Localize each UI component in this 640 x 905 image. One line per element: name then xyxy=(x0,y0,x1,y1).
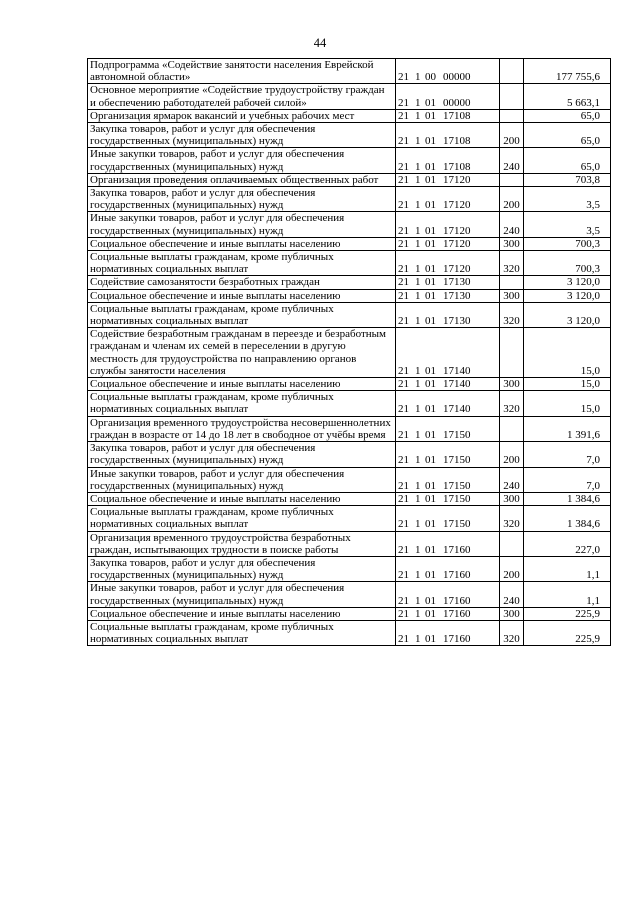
code-subprogram: 1 xyxy=(415,569,421,582)
code-subprogram: 1 xyxy=(415,543,421,556)
table-row xyxy=(88,391,611,416)
row-sum: 225,9 xyxy=(524,607,611,620)
code-direction: 17120 xyxy=(443,224,471,237)
row-name: Социальное обеспечение и иные выплаты населению xyxy=(88,378,396,391)
code-subprogram: 1 xyxy=(415,518,421,531)
row-expense-type: 240 xyxy=(500,148,524,173)
code-program: 21 xyxy=(398,364,409,377)
code-subprogram: 1 xyxy=(415,364,421,377)
row-expense-type: 200 xyxy=(500,442,524,467)
row-expense-type: 320 xyxy=(500,620,524,645)
table-row xyxy=(88,506,611,531)
row-expense-type: 240 xyxy=(500,582,524,607)
code-program: 21 xyxy=(398,71,409,84)
code-direction: 17160 xyxy=(443,633,471,646)
row-name: Закупка товаров, работ и услуг для обеспечения государственных (муниципальных) нужд xyxy=(88,187,396,212)
code-event: 01 xyxy=(425,109,436,122)
row-name: Социальное обеспечение и иные выплаты населению xyxy=(88,607,396,620)
row-sum: 65,0 xyxy=(524,148,611,173)
row-name: Подпрограмма «Содействие занятости населения Еврейской автономной области» xyxy=(88,59,396,84)
code-event: 01 xyxy=(425,364,436,377)
row-name: Организация временного трудоустройства безработных граждан, испытывающих трудности в поиске работы xyxy=(88,531,396,556)
table-row xyxy=(88,620,611,645)
code-subprogram: 1 xyxy=(415,96,421,109)
row-sum: 1 384,6 xyxy=(524,492,611,505)
row-expense-type: 300 xyxy=(500,378,524,391)
code-direction: 17108 xyxy=(443,109,471,122)
row-sum: 225,9 xyxy=(524,620,611,645)
code-event: 01 xyxy=(425,403,436,416)
code-event: 01 xyxy=(425,492,436,505)
code-program: 21 xyxy=(398,237,409,250)
code-direction: 17160 xyxy=(443,569,471,582)
row-sum: 227,0 xyxy=(524,531,611,556)
code-program: 21 xyxy=(398,173,409,186)
code-event: 01 xyxy=(425,378,436,391)
row-code xyxy=(396,276,500,289)
code-direction: 00000 xyxy=(443,96,471,109)
table-row xyxy=(88,556,611,581)
code-subprogram: 1 xyxy=(415,109,421,122)
row-name: Содействие безработным гражданам в переезде и безработным гражданам и членам их семей в переселении в другую местность для трудоустройства по направлению органов службы занятости населения xyxy=(88,328,396,378)
table-row xyxy=(88,492,611,505)
code-direction: 17150 xyxy=(443,428,471,441)
code-event: 01 xyxy=(425,224,436,237)
code-direction: 17150 xyxy=(443,518,471,531)
row-sum: 15,0 xyxy=(524,328,611,378)
row-sum: 65,0 xyxy=(524,109,611,122)
row-name: Иные закупки товаров, работ и услуг для обеспечения государственных (муниципальных) нужд xyxy=(88,467,396,492)
table-row xyxy=(88,251,611,276)
row-sum: 7,0 xyxy=(524,442,611,467)
row-name: Содействие самозанятости безработных граждан xyxy=(88,276,396,289)
code-event: 01 xyxy=(425,237,436,250)
code-event: 01 xyxy=(425,454,436,467)
code-program: 21 xyxy=(398,289,409,302)
row-name: Социальное обеспечение и иные выплаты населению xyxy=(88,492,396,505)
row-name: Организация ярмарок вакансий и учебных рабочих мест xyxy=(88,109,396,122)
code-direction: 00000 xyxy=(443,71,471,84)
row-expense-type: 300 xyxy=(500,607,524,620)
code-subprogram: 1 xyxy=(415,173,421,186)
row-name: Основное мероприятие «Содействие трудоустройству граждан и обеспечению работодателей рабочей силой» xyxy=(88,84,396,109)
row-sum: 65,0 xyxy=(524,123,611,148)
row-name: Иные закупки товаров, работ и услуг для обеспечения государственных (муниципальных) нужд xyxy=(88,148,396,173)
code-event: 01 xyxy=(425,607,436,620)
table-row xyxy=(88,237,611,250)
row-code xyxy=(396,620,500,645)
code-direction: 17160 xyxy=(443,543,471,556)
table-row xyxy=(88,187,611,212)
row-name: Социальные выплаты гражданам, кроме публичных нормативных социальных выплат xyxy=(88,302,396,327)
row-sum: 700,3 xyxy=(524,251,611,276)
code-program: 21 xyxy=(398,224,409,237)
row-expense-type: 240 xyxy=(500,467,524,492)
code-direction: 17120 xyxy=(443,237,471,250)
code-event: 01 xyxy=(425,518,436,531)
row-code xyxy=(396,251,500,276)
row-expense-type: 320 xyxy=(500,391,524,416)
code-program: 21 xyxy=(398,315,409,328)
code-subprogram: 1 xyxy=(415,454,421,467)
row-sum: 177 755,6 xyxy=(524,59,611,84)
row-code xyxy=(396,123,500,148)
row-code xyxy=(396,148,500,173)
table-row xyxy=(88,442,611,467)
code-program: 21 xyxy=(398,607,409,620)
row-code xyxy=(396,59,500,84)
code-event: 00 xyxy=(425,71,436,84)
row-expense-type xyxy=(500,276,524,289)
row-sum: 1 391,6 xyxy=(524,416,611,441)
code-program: 21 xyxy=(398,633,409,646)
code-subprogram: 1 xyxy=(415,479,421,492)
row-expense-type xyxy=(500,59,524,84)
code-event: 01 xyxy=(425,263,436,276)
row-sum: 3 120,0 xyxy=(524,289,611,302)
code-direction: 17140 xyxy=(443,403,471,416)
code-event: 01 xyxy=(425,479,436,492)
row-code xyxy=(396,378,500,391)
row-code xyxy=(396,391,500,416)
table-row xyxy=(88,109,611,122)
code-subprogram: 1 xyxy=(415,378,421,391)
table-row xyxy=(88,84,611,109)
code-direction: 17150 xyxy=(443,454,471,467)
code-subprogram: 1 xyxy=(415,199,421,212)
row-sum: 703,8 xyxy=(524,173,611,186)
row-code xyxy=(396,212,500,237)
row-sum: 1 384,6 xyxy=(524,506,611,531)
row-name: Организация проведения оплачиваемых общественных работ xyxy=(88,173,396,186)
code-subprogram: 1 xyxy=(415,263,421,276)
code-direction: 17108 xyxy=(443,135,471,148)
table-row xyxy=(88,173,611,186)
table-row xyxy=(88,148,611,173)
code-event: 01 xyxy=(425,96,436,109)
row-code xyxy=(396,187,500,212)
row-code xyxy=(396,556,500,581)
code-direction: 17160 xyxy=(443,594,471,607)
code-program: 21 xyxy=(398,276,409,289)
row-name: Социальные выплаты гражданам, кроме публичных нормативных социальных выплат xyxy=(88,251,396,276)
row-name: Социальное обеспечение и иные выплаты населению xyxy=(88,237,396,250)
code-subprogram: 1 xyxy=(415,428,421,441)
row-expense-type: 200 xyxy=(500,123,524,148)
row-expense-type xyxy=(500,173,524,186)
code-event: 01 xyxy=(425,289,436,302)
table-row xyxy=(88,531,611,556)
table-row xyxy=(88,212,611,237)
row-code xyxy=(396,582,500,607)
code-program: 21 xyxy=(398,543,409,556)
table-row xyxy=(88,59,611,84)
code-direction: 17120 xyxy=(443,263,471,276)
page-number: 44 xyxy=(313,36,327,50)
code-event: 01 xyxy=(425,160,436,173)
row-expense-type: 320 xyxy=(500,302,524,327)
row-code xyxy=(396,531,500,556)
table-row xyxy=(88,328,611,378)
code-program: 21 xyxy=(398,135,409,148)
code-program: 21 xyxy=(398,569,409,582)
code-direction: 17140 xyxy=(443,378,471,391)
row-sum: 3 120,0 xyxy=(524,302,611,327)
row-expense-type: 240 xyxy=(500,212,524,237)
row-code xyxy=(396,416,500,441)
code-program: 21 xyxy=(398,454,409,467)
code-subprogram: 1 xyxy=(415,160,421,173)
code-program: 21 xyxy=(398,479,409,492)
code-subprogram: 1 xyxy=(415,633,421,646)
row-sum: 15,0 xyxy=(524,378,611,391)
code-event: 01 xyxy=(425,276,436,289)
code-event: 01 xyxy=(425,173,436,186)
row-name: Закупка товаров, работ и услуг для обеспечения государственных (муниципальных) нужд xyxy=(88,556,396,581)
code-subprogram: 1 xyxy=(415,237,421,250)
code-direction: 17150 xyxy=(443,492,471,505)
row-code xyxy=(396,328,500,378)
code-event: 01 xyxy=(425,428,436,441)
code-direction: 17130 xyxy=(443,289,471,302)
row-sum: 1,1 xyxy=(524,556,611,581)
row-name: Закупка товаров, работ и услуг для обеспечения государственных (муниципальных) нужд xyxy=(88,123,396,148)
code-program: 21 xyxy=(398,263,409,276)
row-code xyxy=(396,506,500,531)
table-row xyxy=(88,467,611,492)
row-name: Иные закупки товаров, работ и услуг для обеспечения государственных (муниципальных) нужд xyxy=(88,212,396,237)
code-subprogram: 1 xyxy=(415,492,421,505)
code-program: 21 xyxy=(398,160,409,173)
row-name: Социальные выплаты гражданам, кроме публичных нормативных социальных выплат xyxy=(88,391,396,416)
table-row xyxy=(88,302,611,327)
table-row xyxy=(88,276,611,289)
row-sum: 5 663,1 xyxy=(524,84,611,109)
row-expense-type: 300 xyxy=(500,289,524,302)
code-direction: 17108 xyxy=(443,160,471,173)
row-code xyxy=(396,109,500,122)
row-expense-type: 200 xyxy=(500,187,524,212)
row-sum: 3 120,0 xyxy=(524,276,611,289)
row-expense-type: 320 xyxy=(500,251,524,276)
code-direction: 17160 xyxy=(443,607,471,620)
budget-table xyxy=(87,58,611,646)
code-event: 01 xyxy=(425,569,436,582)
row-sum: 1,1 xyxy=(524,582,611,607)
code-subprogram: 1 xyxy=(415,594,421,607)
row-sum: 700,3 xyxy=(524,237,611,250)
row-expense-type xyxy=(500,109,524,122)
row-code xyxy=(396,84,500,109)
row-code xyxy=(396,237,500,250)
row-code xyxy=(396,467,500,492)
row-sum: 7,0 xyxy=(524,467,611,492)
row-sum: 15,0 xyxy=(524,391,611,416)
row-sum: 3,5 xyxy=(524,212,611,237)
code-subprogram: 1 xyxy=(415,224,421,237)
code-direction: 17140 xyxy=(443,364,471,377)
code-program: 21 xyxy=(398,594,409,607)
code-program: 21 xyxy=(398,428,409,441)
row-code xyxy=(396,607,500,620)
code-program: 21 xyxy=(398,96,409,109)
row-expense-type: 320 xyxy=(500,506,524,531)
row-expense-type: 300 xyxy=(500,237,524,250)
code-subprogram: 1 xyxy=(415,135,421,148)
row-name: Иные закупки товаров, работ и услуг для обеспечения государственных (муниципальных) нужд xyxy=(88,582,396,607)
code-subprogram: 1 xyxy=(415,71,421,84)
code-program: 21 xyxy=(398,492,409,505)
code-program: 21 xyxy=(398,378,409,391)
code-direction: 17120 xyxy=(443,173,471,186)
row-code xyxy=(396,442,500,467)
code-event: 01 xyxy=(425,543,436,556)
code-direction: 17130 xyxy=(443,315,471,328)
row-expense-type xyxy=(500,328,524,378)
row-name: Социальные выплаты гражданам, кроме публичных нормативных социальных выплат xyxy=(88,620,396,645)
row-expense-type xyxy=(500,416,524,441)
code-direction: 17150 xyxy=(443,479,471,492)
row-expense-type xyxy=(500,84,524,109)
row-sum: 3,5 xyxy=(524,187,611,212)
code-subprogram: 1 xyxy=(415,403,421,416)
row-code xyxy=(396,173,500,186)
table-row xyxy=(88,123,611,148)
row-code xyxy=(396,302,500,327)
row-name: Закупка товаров, работ и услуг для обеспечения государственных (муниципальных) нужд xyxy=(88,442,396,467)
code-subprogram: 1 xyxy=(415,276,421,289)
code-program: 21 xyxy=(398,109,409,122)
code-event: 01 xyxy=(425,633,436,646)
code-event: 01 xyxy=(425,199,436,212)
code-program: 21 xyxy=(398,403,409,416)
row-expense-type: 300 xyxy=(500,492,524,505)
code-event: 01 xyxy=(425,315,436,328)
code-event: 01 xyxy=(425,594,436,607)
row-name: Социальные выплаты гражданам, кроме публичных нормативных социальных выплат xyxy=(88,506,396,531)
table-row xyxy=(88,416,611,441)
table-row xyxy=(88,378,611,391)
code-program: 21 xyxy=(398,199,409,212)
row-name: Социальное обеспечение и иные выплаты населению xyxy=(88,289,396,302)
table-row xyxy=(88,289,611,302)
row-expense-type: 200 xyxy=(500,556,524,581)
row-expense-type xyxy=(500,531,524,556)
code-event: 01 xyxy=(425,135,436,148)
row-code xyxy=(396,289,500,302)
table-row xyxy=(88,607,611,620)
code-subprogram: 1 xyxy=(415,607,421,620)
code-program: 21 xyxy=(398,518,409,531)
code-subprogram: 1 xyxy=(415,289,421,302)
code-subprogram: 1 xyxy=(415,315,421,328)
code-direction: 17130 xyxy=(443,276,471,289)
table-row xyxy=(88,582,611,607)
code-direction: 17120 xyxy=(443,199,471,212)
row-code xyxy=(396,492,500,505)
row-name: Организация временного трудоустройства несовершеннолетних граждан в возрасте от 14 до 18 лет в свободное от учёбы время xyxy=(88,416,396,441)
